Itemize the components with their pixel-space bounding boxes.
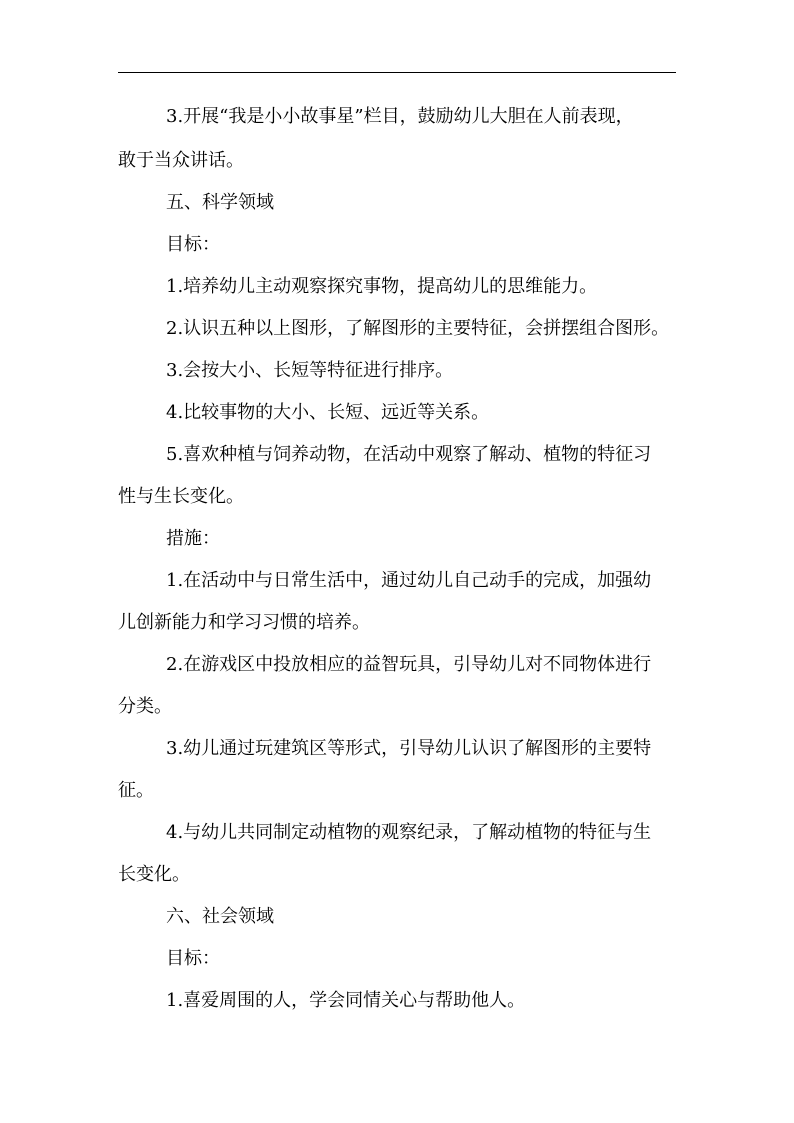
paragraph-line: 征。	[118, 780, 154, 801]
paragraph-line: 1.喜爱周围的人，学会同情关心与帮助他人。	[166, 990, 526, 1011]
header-rule	[118, 72, 676, 73]
subheading-measures: 措施：	[166, 528, 220, 549]
paragraph-line: 3.会按大小、长短等特征进行排序。	[166, 360, 454, 381]
section-heading: 六、社会领域	[166, 906, 274, 927]
paragraph-line: 4.与幼儿共同制定动植物的观察纪录，了解动植物的特征与生	[166, 822, 652, 843]
paragraph-line: 性与生长变化。	[118, 486, 244, 507]
paragraph-line: 1.在活动中与日常生活中，通过幼儿自己动手的完成，加强幼	[166, 570, 652, 591]
paragraph-line: 3.开展“我是小小故事星”栏目，鼓励幼儿大胆在人前表现，	[166, 106, 634, 127]
subheading-goals: 目标：	[166, 234, 220, 255]
paragraph-line: 1.培养幼儿主动观察探究事物，提高幼儿的思维能力。	[166, 276, 598, 297]
paragraph-line: 3.幼儿通过玩建筑区等形式，引导幼儿认识了解图形的主要特	[166, 738, 652, 759]
paragraph-line: 儿创新能力和学习习惯的培养。	[118, 612, 370, 633]
paragraph-line: 敢于当众讲话。	[118, 150, 244, 171]
section-heading: 五、科学领域	[166, 192, 274, 213]
subheading-goals: 目标：	[166, 948, 220, 969]
paragraph-line: 4.比较事物的大小、长短、远近等关系。	[166, 402, 490, 423]
paragraph-line: 长变化。	[118, 864, 190, 885]
paragraph-line: 分类。	[118, 696, 172, 717]
paragraph-line: 2.认识五种以上图形，了解图形的主要特征，会拼摆组合图形。	[166, 318, 670, 339]
paragraph-line: 2.在游戏区中投放相应的益智玩具，引导幼儿对不同物体进行	[166, 654, 652, 675]
paragraph-line: 5.喜欢种植与饲养动物，在活动中观察了解动、植物的特征习	[166, 444, 652, 465]
